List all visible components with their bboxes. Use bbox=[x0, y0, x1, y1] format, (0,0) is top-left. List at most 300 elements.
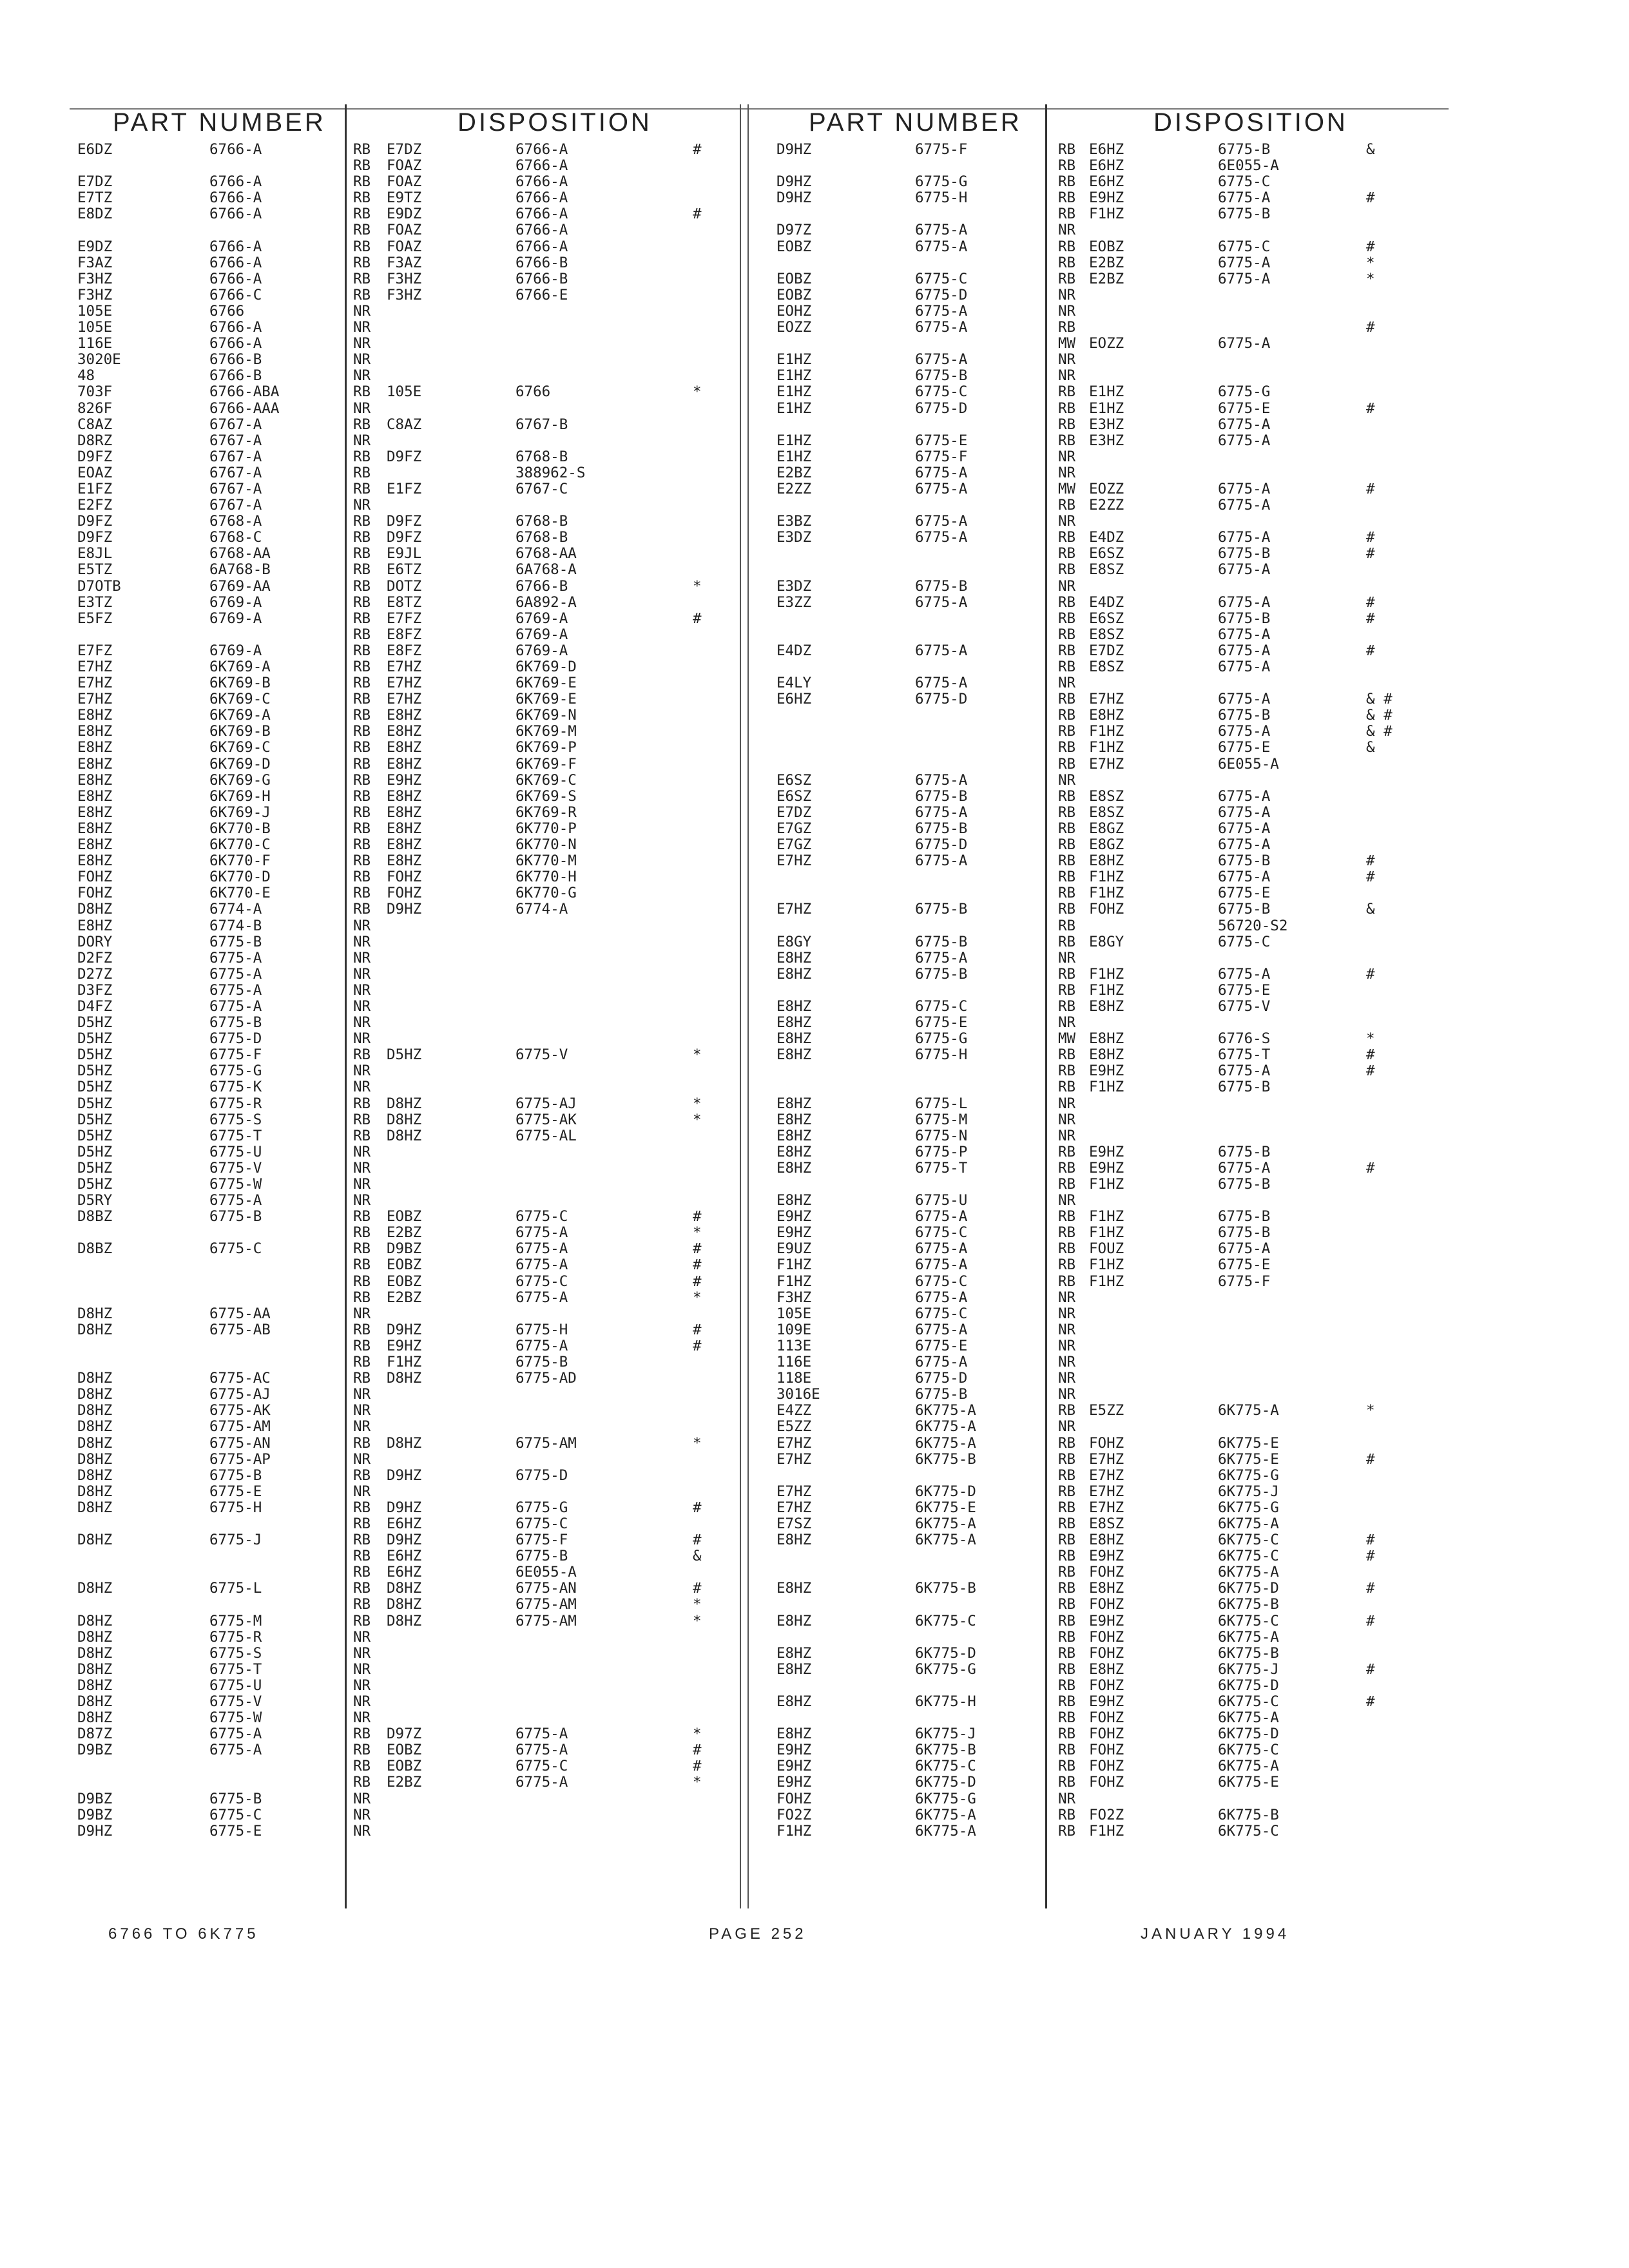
disposition-code: RB bbox=[1058, 1273, 1076, 1290]
disposition-code: RB bbox=[1058, 593, 1076, 611]
table-row bbox=[767, 1225, 1450, 1241]
table-row bbox=[71, 1629, 735, 1646]
new-part-prefix: E8GZ bbox=[1089, 820, 1124, 837]
table-row bbox=[767, 287, 1450, 303]
table-row bbox=[767, 303, 1450, 320]
table-row bbox=[767, 821, 1450, 837]
new-part-prefix: E3HZ bbox=[1089, 416, 1124, 433]
new-part-number: 6775-C bbox=[1218, 173, 1271, 191]
table-row bbox=[71, 983, 735, 999]
new-part-prefix: F1HZ bbox=[1089, 1822, 1124, 1840]
table-row bbox=[71, 465, 735, 481]
part-suffix: 6K769-J bbox=[209, 803, 271, 821]
new-part-number: 6K775-C bbox=[1218, 1693, 1279, 1710]
part-suffix: 6K770-C bbox=[209, 836, 271, 854]
part-number: E6SZ bbox=[776, 771, 812, 789]
part-suffix: 6775-C bbox=[915, 1305, 968, 1322]
new-part-prefix: E8SZ bbox=[1089, 1515, 1124, 1532]
part-number: E8HZ bbox=[776, 1046, 812, 1064]
new-part-number: 6775-A bbox=[1218, 593, 1271, 611]
disposition-code: RB bbox=[353, 1532, 371, 1549]
new-part-number: 6K769-D bbox=[516, 658, 577, 675]
new-part-prefix: E7HZ bbox=[1089, 1450, 1124, 1468]
new-part-prefix: F3AZ bbox=[387, 254, 422, 271]
table-row bbox=[767, 449, 1450, 465]
part-number: D8HZ bbox=[77, 1709, 113, 1727]
table-row bbox=[767, 1112, 1450, 1128]
disposition-code: RB bbox=[353, 513, 371, 530]
table-row bbox=[767, 579, 1450, 595]
new-part-number: 6775-B bbox=[516, 1354, 568, 1371]
table-row bbox=[767, 773, 1450, 789]
note-mark: # bbox=[1366, 399, 1375, 417]
table-row bbox=[767, 724, 1450, 740]
new-part-prefix: F1HZ bbox=[1089, 723, 1124, 740]
table-row bbox=[71, 1807, 735, 1823]
part-number: EOZZ bbox=[776, 319, 812, 336]
table-row bbox=[71, 837, 735, 853]
disposition-code: RB bbox=[353, 1466, 371, 1484]
note-mark: # bbox=[693, 1240, 702, 1258]
part-number: D8HZ bbox=[77, 1321, 113, 1338]
disposition-code: RB bbox=[353, 723, 371, 740]
new-part-prefix: DOTZ bbox=[387, 577, 422, 595]
new-part-number: 6774-A bbox=[516, 901, 568, 918]
part-number: C8AZ bbox=[77, 416, 113, 433]
disposition-code: RB bbox=[1058, 787, 1076, 805]
new-part-number: 6766-A bbox=[516, 222, 568, 239]
part-suffix: 6775-T bbox=[915, 1159, 968, 1177]
table-row bbox=[767, 465, 1450, 481]
disposition-code: RB bbox=[353, 1337, 371, 1354]
part-suffix: 6775-A bbox=[209, 949, 262, 966]
new-part-prefix: EOBZ bbox=[387, 1256, 422, 1274]
table-row bbox=[71, 675, 735, 691]
part-suffix: 6775-R bbox=[209, 1095, 262, 1112]
new-part-number: 6K770-N bbox=[516, 836, 577, 854]
part-suffix: 6775-A bbox=[915, 1289, 968, 1306]
new-part-prefix: E9HZ bbox=[387, 771, 422, 789]
new-part-prefix: FOAZ bbox=[387, 157, 422, 175]
new-part-number: 6K775-A bbox=[1218, 1402, 1279, 1419]
disposition-code: NR bbox=[353, 497, 371, 514]
disposition-code: RB bbox=[353, 529, 371, 546]
part-suffix: 6766-A bbox=[209, 335, 262, 352]
new-part-number: 6775-A bbox=[1218, 869, 1271, 886]
table-row bbox=[767, 1015, 1450, 1031]
table-row bbox=[71, 724, 735, 740]
note-mark: & bbox=[1366, 739, 1375, 756]
part-number: D5HZ bbox=[77, 1159, 113, 1177]
new-part-number: 6766 bbox=[516, 383, 551, 401]
part-number: E8HZ bbox=[776, 1127, 812, 1144]
new-part-prefix: D8HZ bbox=[387, 1434, 422, 1452]
part-suffix: 6775-V bbox=[209, 1693, 262, 1710]
part-suffix: 6K775-E bbox=[915, 1499, 976, 1516]
table-row bbox=[71, 1678, 735, 1694]
part-suffix: 6775-B bbox=[915, 1386, 968, 1403]
part-number: F3HZ bbox=[776, 1289, 812, 1306]
table-row bbox=[71, 1015, 735, 1031]
disposition-code: RB bbox=[353, 416, 371, 433]
table-row bbox=[767, 401, 1450, 417]
table-row bbox=[767, 627, 1450, 643]
part-number: E7SZ bbox=[776, 1515, 812, 1532]
table-row bbox=[71, 789, 735, 805]
note-mark: # bbox=[1366, 1612, 1375, 1629]
disposition-code: RB bbox=[353, 1580, 371, 1597]
part-number: E8HZ bbox=[776, 965, 812, 983]
new-part-prefix: E8HZ bbox=[387, 723, 422, 740]
new-part-number: 6775-A bbox=[1218, 561, 1271, 579]
note-mark: & # bbox=[1366, 723, 1393, 740]
new-part-number: 6K775-J bbox=[1218, 1660, 1279, 1678]
part-number: D8HZ bbox=[77, 1305, 113, 1322]
table-row bbox=[71, 1646, 735, 1662]
table-row bbox=[767, 1791, 1450, 1807]
new-part-number: 6775-A bbox=[1218, 626, 1271, 643]
new-part-prefix: E1HZ bbox=[1089, 383, 1124, 401]
disposition-code: NR bbox=[353, 432, 371, 449]
new-part-prefix: F1HZ bbox=[1089, 1256, 1124, 1274]
note-mark: * bbox=[693, 1224, 702, 1242]
new-part-number: 6775-AM bbox=[516, 1596, 577, 1613]
disposition-code: NR bbox=[353, 965, 371, 983]
part-suffix: 6775-A bbox=[209, 965, 262, 983]
table-row bbox=[767, 1613, 1450, 1629]
table-row bbox=[71, 966, 735, 983]
note-mark: & bbox=[1366, 901, 1375, 918]
part-suffix: 6775-D bbox=[915, 286, 968, 303]
disposition-code: RB bbox=[353, 480, 371, 497]
part-suffix: 6775-B bbox=[209, 1790, 262, 1807]
table-row bbox=[71, 1468, 735, 1484]
table-row bbox=[71, 1726, 735, 1742]
note-mark: * bbox=[693, 1774, 702, 1791]
disposition-code: RB bbox=[353, 675, 371, 692]
new-part-number: 6K770-H bbox=[516, 869, 577, 886]
disposition-code: RB bbox=[353, 464, 371, 481]
part-number: E8HZ bbox=[776, 1111, 812, 1128]
new-part-prefix: D9HZ bbox=[387, 1499, 422, 1516]
table-row bbox=[767, 1662, 1450, 1678]
part-number: D9BZ bbox=[77, 1806, 113, 1823]
part-number: 703F bbox=[77, 383, 113, 401]
part-suffix: 6775-L bbox=[915, 1095, 968, 1112]
note-mark: # bbox=[693, 1337, 702, 1354]
disposition-code: RB bbox=[353, 577, 371, 595]
part-suffix: 6K775-J bbox=[915, 1725, 976, 1743]
table-row bbox=[71, 659, 735, 675]
part-suffix: 6K775-D bbox=[915, 1644, 976, 1662]
disposition-code: RB bbox=[1058, 1758, 1076, 1775]
table-row bbox=[71, 1144, 735, 1160]
part-number: D5RY bbox=[77, 1192, 113, 1209]
table-row bbox=[767, 643, 1450, 659]
part-suffix: 6775-A bbox=[915, 1256, 968, 1274]
new-part-number: 56720-S2 bbox=[1218, 917, 1288, 934]
disposition-code: RB bbox=[1058, 1499, 1076, 1516]
new-part-prefix: D8HZ bbox=[387, 1111, 422, 1128]
disposition-code: RB bbox=[1058, 254, 1076, 271]
disposition-code: RB bbox=[1058, 965, 1076, 983]
new-part-number: 6K775-E bbox=[1218, 1774, 1279, 1791]
part-number: E7HZ bbox=[776, 901, 812, 918]
disposition-code: NR bbox=[353, 1402, 371, 1419]
table-row bbox=[71, 885, 735, 901]
disposition-code: NR bbox=[353, 1709, 371, 1727]
table-row bbox=[767, 691, 1450, 707]
disposition-code: RB bbox=[1058, 820, 1076, 837]
disposition-code: NR bbox=[1058, 1321, 1076, 1338]
new-part-number: 6K775-A bbox=[1218, 1515, 1279, 1532]
table-row bbox=[767, 1322, 1450, 1338]
note-mark: * bbox=[693, 1596, 702, 1613]
new-part-prefix: E8FZ bbox=[387, 626, 422, 643]
new-part-number: 6775-A bbox=[1218, 529, 1271, 546]
disposition-code: RB bbox=[1058, 691, 1076, 708]
part-number: E5TZ bbox=[77, 561, 113, 579]
table-row bbox=[767, 1160, 1450, 1177]
note-mark: # bbox=[1366, 593, 1375, 611]
part-number: E3BZ bbox=[776, 513, 812, 530]
new-part-prefix: 105E bbox=[387, 383, 422, 401]
part-suffix: 6775-B bbox=[915, 933, 968, 950]
table-row bbox=[767, 966, 1450, 983]
new-part-prefix: FOHZ bbox=[387, 885, 422, 902]
disposition-code: RB bbox=[1058, 1774, 1076, 1791]
new-part-prefix: D8HZ bbox=[387, 1095, 422, 1112]
part-number: E8HZ bbox=[77, 803, 113, 821]
table-row bbox=[71, 352, 735, 368]
note-mark: # bbox=[693, 141, 702, 158]
disposition-code: RB bbox=[1058, 1644, 1076, 1662]
table-row bbox=[71, 1112, 735, 1128]
disposition-code: NR bbox=[353, 1159, 371, 1177]
part-suffix: 6767-A bbox=[209, 432, 262, 449]
part-number: E8HZ bbox=[776, 1660, 812, 1678]
new-part-prefix: E2BZ bbox=[1089, 254, 1124, 271]
table-row bbox=[767, 206, 1450, 222]
new-part-number: 6775-C bbox=[516, 1208, 568, 1225]
part-number: E6DZ bbox=[77, 141, 113, 158]
table-row bbox=[767, 1079, 1450, 1095]
table-row bbox=[767, 1516, 1450, 1532]
note-mark: # bbox=[1366, 1660, 1375, 1678]
disposition-code: RB bbox=[1058, 238, 1076, 255]
part-number: E4DZ bbox=[776, 642, 812, 659]
table-row bbox=[71, 449, 735, 465]
part-suffix: 6775-F bbox=[915, 141, 968, 158]
disposition-code: RB bbox=[353, 803, 371, 821]
new-part-number: 6K770-M bbox=[516, 852, 577, 870]
new-part-prefix: E6HZ bbox=[387, 1564, 422, 1581]
part-suffix: 6K769-B bbox=[209, 723, 271, 740]
part-suffix: 6775-A bbox=[915, 1354, 968, 1371]
table-row bbox=[767, 1047, 1450, 1063]
disposition-code: NR bbox=[1058, 1386, 1076, 1403]
disposition-code: RB bbox=[353, 1564, 371, 1581]
table-row bbox=[767, 885, 1450, 901]
part-suffix: 6775-A bbox=[915, 803, 968, 821]
new-part-prefix: D9FZ bbox=[387, 448, 422, 465]
disposition-code: RB bbox=[1058, 852, 1076, 870]
new-part-number: 6775-B bbox=[1218, 1143, 1271, 1160]
new-part-number: 6775-A bbox=[1218, 803, 1271, 821]
part-suffix: 6775-AK bbox=[209, 1402, 271, 1419]
part-suffix: 6775-AM bbox=[209, 1418, 271, 1436]
table-row bbox=[71, 1516, 735, 1532]
new-part-number: 6K769-M bbox=[516, 723, 577, 740]
table-row bbox=[71, 756, 735, 773]
new-part-prefix: FOAZ bbox=[387, 238, 422, 255]
new-part-number: 6768-B bbox=[516, 513, 568, 530]
disposition-code: RB bbox=[353, 238, 371, 255]
disposition-code: RB bbox=[1058, 319, 1076, 336]
table-row bbox=[767, 901, 1450, 918]
part-suffix: 6K775-D bbox=[915, 1483, 976, 1500]
part-suffix: 6K769-G bbox=[209, 771, 271, 789]
note-mark: # bbox=[1366, 319, 1375, 336]
new-part-number: 6775-C bbox=[516, 1758, 568, 1775]
disposition-code: RB bbox=[353, 1046, 371, 1064]
table-row bbox=[71, 821, 735, 837]
new-part-prefix: E6HZ bbox=[387, 1548, 422, 1565]
part-suffix: 6775-A bbox=[209, 1742, 262, 1759]
new-part-prefix: F1HZ bbox=[1089, 206, 1124, 223]
note-mark: & # bbox=[1366, 707, 1393, 724]
disposition-code: RB bbox=[353, 1127, 371, 1144]
part-number: D8HZ bbox=[77, 1580, 113, 1597]
part-number: E8HZ bbox=[776, 997, 812, 1015]
new-part-number: 6775-B bbox=[1218, 1176, 1271, 1193]
part-suffix: 6775-C bbox=[915, 1273, 968, 1290]
table-row bbox=[71, 1548, 735, 1564]
disposition-code: RB bbox=[1058, 1677, 1076, 1694]
part-number: E7HZ bbox=[776, 1434, 812, 1452]
part-number: E1HZ bbox=[776, 367, 812, 385]
note-mark: * bbox=[693, 1046, 702, 1064]
part-suffix: 6K775-C bbox=[915, 1758, 976, 1775]
note-mark: # bbox=[1366, 869, 1375, 886]
table-row bbox=[71, 433, 735, 449]
new-part-number: 6K775-D bbox=[1218, 1725, 1279, 1743]
disposition-code: RB bbox=[353, 383, 371, 401]
table-row bbox=[71, 1613, 735, 1629]
note-mark: * bbox=[693, 1612, 702, 1629]
table-row bbox=[71, 417, 735, 433]
part-number: D97Z bbox=[776, 222, 812, 239]
part-number: E8HZ bbox=[77, 739, 113, 756]
new-part-prefix: F3HZ bbox=[387, 286, 422, 303]
new-part-number: 6766-A bbox=[516, 189, 568, 207]
disposition-code: RB bbox=[353, 1499, 371, 1516]
table-row bbox=[767, 1758, 1450, 1774]
disposition-code: NR bbox=[353, 1386, 371, 1403]
new-part-prefix: D8HZ bbox=[387, 1612, 422, 1629]
new-part-prefix: E8HZ bbox=[1089, 1046, 1124, 1064]
part-number: D5HZ bbox=[77, 1176, 113, 1193]
left-disposition-header: DISPOSITION bbox=[458, 108, 652, 137]
disposition-code: NR bbox=[1058, 1289, 1076, 1306]
new-part-prefix: EOBZ bbox=[387, 1758, 422, 1775]
left-part-number-header: PART NUMBER bbox=[113, 108, 326, 137]
part-number: E5ZZ bbox=[776, 1418, 812, 1436]
part-number: E1HZ bbox=[776, 448, 812, 465]
new-part-prefix: E9HZ bbox=[1089, 1143, 1124, 1160]
disposition-code: RB bbox=[1058, 1532, 1076, 1549]
part-suffix: 6K775-A bbox=[915, 1434, 976, 1452]
new-part-prefix: D9HZ bbox=[387, 1321, 422, 1338]
disposition-code: RB bbox=[353, 1354, 371, 1371]
table-row bbox=[71, 1079, 735, 1095]
new-part-prefix: E8HZ bbox=[1089, 1580, 1124, 1597]
new-part-number: 6775-A bbox=[1218, 254, 1271, 271]
new-part-prefix: FOHZ bbox=[1089, 1677, 1124, 1694]
note-mark: # bbox=[1366, 545, 1375, 562]
table-row bbox=[71, 740, 735, 756]
disposition-code: NR bbox=[353, 917, 371, 934]
part-suffix: 6766-A bbox=[209, 189, 262, 207]
disposition-code: RB bbox=[1058, 1612, 1076, 1629]
new-part-number: 6K775-D bbox=[1218, 1580, 1279, 1597]
part-number: EOAZ bbox=[77, 464, 113, 481]
disposition-code: RB bbox=[1058, 1660, 1076, 1678]
part-suffix: 6K775-B bbox=[915, 1450, 976, 1468]
note-mark: * bbox=[693, 383, 702, 401]
disposition-code: RB bbox=[353, 270, 371, 287]
table-row bbox=[71, 1370, 735, 1387]
disposition-code: RB bbox=[1058, 141, 1076, 158]
right-parts-table bbox=[767, 142, 1450, 1840]
part-suffix: 6775-A bbox=[915, 319, 968, 336]
left-parts-table bbox=[71, 142, 735, 1840]
disposition-code: NR bbox=[353, 1677, 371, 1694]
new-part-number: 6775-E bbox=[1218, 1256, 1271, 1274]
table-row bbox=[71, 514, 735, 530]
part-suffix: 6768-AA bbox=[209, 545, 271, 562]
new-part-prefix: FOHZ bbox=[1089, 1628, 1124, 1646]
disposition-code: RB bbox=[353, 610, 371, 627]
part-suffix: 6775-A bbox=[915, 513, 968, 530]
new-part-number: 6K775-A bbox=[1218, 1628, 1279, 1646]
part-number: F1HZ bbox=[776, 1256, 812, 1274]
table-row bbox=[71, 1096, 735, 1112]
new-part-prefix: E7HZ bbox=[1089, 691, 1124, 708]
disposition-code: RB bbox=[1058, 561, 1076, 579]
new-part-number: 6767-C bbox=[516, 480, 568, 497]
table-row bbox=[767, 1629, 1450, 1646]
table-row bbox=[767, 1710, 1450, 1726]
disposition-code: NR bbox=[1058, 1111, 1076, 1128]
part-suffix: 6775-H bbox=[915, 189, 968, 207]
part-number: D8RZ bbox=[77, 432, 113, 449]
part-suffix: 6775-A bbox=[915, 675, 968, 692]
disposition-code: NR bbox=[353, 1790, 371, 1807]
disposition-code: RB bbox=[1058, 1515, 1076, 1532]
table-row bbox=[71, 1500, 735, 1516]
part-number: 118E bbox=[776, 1370, 812, 1387]
table-row bbox=[71, 481, 735, 497]
new-part-number: 6775-A bbox=[1218, 497, 1271, 514]
new-part-number: 6775-A bbox=[1218, 1159, 1271, 1177]
part-suffix: 6767-A bbox=[209, 480, 262, 497]
table-row bbox=[767, 1354, 1450, 1370]
new-part-number: 6775-A bbox=[516, 1224, 568, 1242]
new-part-prefix: FOAZ bbox=[387, 173, 422, 191]
table-row bbox=[767, 595, 1450, 611]
table-row bbox=[71, 1209, 735, 1225]
